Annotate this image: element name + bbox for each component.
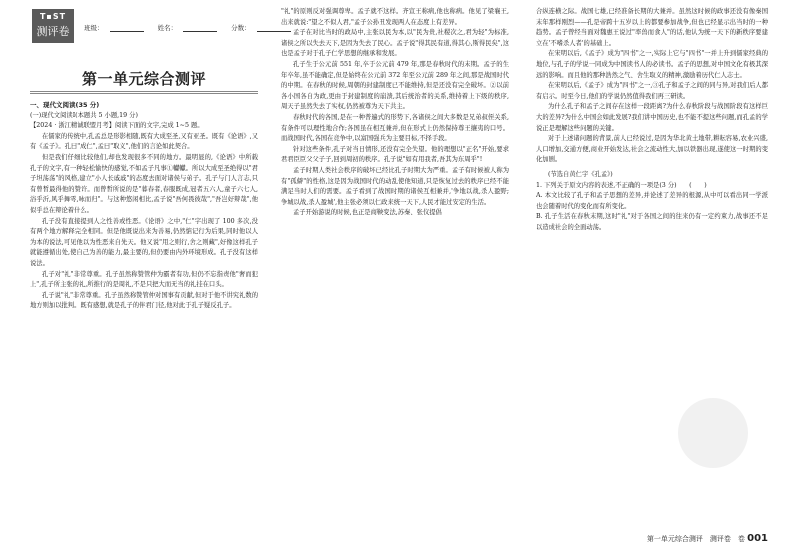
source-citation: (节选自黄仁宇《孔孟》) xyxy=(548,170,613,178)
paragraph: 孔子说"礼"非常尊重。孔子虽然称赞管仲对国事有贡献,但对于他不讲究礼数的地方则加以批判。既有感想,就是孔子的伴君门径,他对此于孔子疑反孔子。 xyxy=(30,291,258,310)
paragraph: 但是我们仔细比较他们,却也发现很多不同的地方。最明显的,《论语》中所载孔子的文字,有一种轻松愉快的感觉,不如孟子凡事①䡾䡾。所以大成至圣绝得以"君子坦荡荡"的风格,建立"小人长戚戚"的态度去面对诸侯与弟子。孔子与门人言志,只有曾皙最得他的赞许。而曾皙所说的是"暮春者,春服既成,冠者五六人,童子六七人,浴乎沂,风乎舞雩,咏而归"。与这种悠闲相比,孟子说"吾何畏彼哉","吾岂好辩哉",他似乎总在辩论着什么。 xyxy=(30,153,258,214)
score-field: 分数： xyxy=(231,23,297,32)
subsection-heading: (一)现代文阅读Ⅰ(本题共 5 小题,19 分) xyxy=(30,111,138,119)
instructions: 【2024 · 浙江精诚联盟月考】阅读下面的文字,完成 1~5 题。 xyxy=(30,122,204,130)
watermark-stamp xyxy=(678,398,748,468)
paragraph: "礼"的原则反对强调尊卑。孟子就不这样。齐宣王称病,他也称病。他见了梁襄王,出来就说:"望之不似人君,"孟子公孙丑发现两人在态度上有差异。 xyxy=(281,8,509,26)
class-field: 班级： xyxy=(84,23,150,32)
title-divider-2 xyxy=(30,93,258,94)
paragraph: 孔子生于公元前 551 年,卒于公元前 479 年,那是春秋时代的末期。孟子的生年卒年,虽不能确定,但是始终在公元前 372 年至公元前 289 年之间,那是战国时代的中期。在春秋的时候,周朝的封建制度已不能维持,但是还没有完全破坏。②以前各小国各自为政,更由于封建制度的崩溃,其后统治者的关系,维持着上下级的秩序,周天子虽然失去了实权,仍然被尊为天下共主。 xyxy=(281,60,509,111)
paragraph: 孟子在对比当时的政局中,主张以民为本,以"民为贵,社稷次之,君为轻"为标准,诸侯之所以失去天下,是因为失去了民心。孟子说"得其民有道,得其心,斯得民矣",这也是孟子对于孔子仁学思想的继承和发展。 xyxy=(281,29,509,58)
name-field: 姓名： xyxy=(158,23,224,32)
page-number: 001 xyxy=(747,533,768,544)
paragraph: 为什么孔子和孟子之间存在这样一段距离?为什么春秋阶段与战国阶段有这样巨大的差异?为什么中国会如此发展?我们讲中国历史,也不能不提这些问题,而孔孟的学说正是理解这些问题的关键。 xyxy=(536,103,768,132)
test-logo xyxy=(32,9,74,43)
question-1: 1. 下列关于原文内容的表述,不正确的一项是(3 分) ( ) xyxy=(536,181,707,189)
paragraph: 在儒家的传统中,孔孟总是形影相随,既有大成至圣,又有亚圣。既有《论语》,又有《孟子》。孔曰"成仁",孟曰"取义",他们的言论如此契合。 xyxy=(30,132,258,151)
paragraph: 孟子开始游说的时候,也正是商鞅变法,苏秦、张仪提倡 xyxy=(293,209,442,217)
logo-bottom-text: 测评卷 xyxy=(36,25,70,38)
column-left xyxy=(30,100,258,532)
paragraph: 在宋明以后,《孟子》成为"四书"之一,实际上它与"四书"一并上升到儒家经典的地位,与孔子的学说一同成为中国读书人的必读书。孟子的思想,对中国文化有极其深远的影响。而且他的那种浩然之气、舍生取义的精神,激励着历代仁人志士。 xyxy=(536,50,768,79)
paragraph: 对于上述诸问题的背景,前人已经说过,是因为华北黄土地带,耕耘容易,农业兴盛,人口增加,交通方便,商业开始发达,社会之流动性大,加以铁器出现,遂使这一时期的变化加剧。 xyxy=(536,135,768,164)
column-middle xyxy=(281,7,509,517)
section-heading: 一、现代文阅读(35 分) xyxy=(30,101,100,109)
option-b: B. 孔子生活在春秋末期,这时"礼"对于各国之间的往来仍有一定约束力,战事还不足以造成社会的全面动荡。 xyxy=(536,213,768,231)
paragraph: 合纵连横之际。战国七雄,已经准备长期的大兼并。虽然这时候的政事还没有像秦国末年那样刚烈——孔是帝跨十五岁以上的都要参加战争,但也已经显示出当时的一种趋势。孟子曾经当面对魏惠王说过"率兽而食人"的话,他认为统一天下的新秩序要建立在'不嗜杀人者'的基础上。 xyxy=(536,8,768,47)
test-header xyxy=(32,9,262,43)
paragraph: 孔子没有直接提到人之性善或性恶。《论语》之中,"仁"字出现了 100 多次,没有两个地方解释完全相同。但是他既说出来为善易,仍然惦记行为后果,同时他以人为本的说法,可见他以为性恶来自先天。他又说"用之则行,舍之则藏",好像这样孔子就能遵循出处,使自己为善的能力,最主要的,但仍要由内外环境形成。孔子没有这样说法。 xyxy=(30,217,258,267)
paragraph: 孟子时期人类社会秩序的破坏已经比孔子时期大为严重。孟子有时候被人称为有"孤僻"的性格,这是因为战国时代的动乱使他知道,只是恢复过去的秩序已经不能满足当时人们的需要。孟子看到了战国时期的诸侯互相兼并,'争地以战,杀人盈野;争城以战,杀人盈城',他主张必须以仁政来统一天下,人民才能过安定的生活。 xyxy=(281,166,509,206)
paragraph: 春秋时代的各国,是在一种普遍式的形势下,各诸侯之间大多数是兄弟叔侄关系,有条件可以理性地合作;各国虽在相互兼并,但在形式上仍然保持尊王攘夷的口号。而战国时代,各国在竞争中,以富国强兵为主要目标,不择手段。 xyxy=(281,113,509,143)
paragraph: 孔子对"礼"非常尊重。孔子虽然称赞管仲为霸者有功,但仍不忘指责他"奢而犯上",孔子所主张的礼,所推行的是周礼,不是只把大而无当的礼挂在口头。 xyxy=(30,270,258,289)
student-info-fields xyxy=(84,23,303,32)
title-divider xyxy=(30,91,258,92)
page-title: 第一单元综合测评 xyxy=(81,70,206,88)
footer-label: 第一单元综合测评 测评卷 卷 xyxy=(646,535,745,543)
page-footer xyxy=(647,533,768,544)
option-a: A. 本文比较了孔子和孟子思想的差异,并论述了差异的根源,从中可以看出同一学派也会随着时代的变化而有所变化。 xyxy=(536,192,768,210)
paragraph: 在宋明以后,《孟子》成为"四书"之一,③孔子和孟子之间的同与异,对我们后人都有启示。时至今日,他们的学说仍然值得我们再三研读。 xyxy=(536,82,768,100)
logo-top-text: T▪ST xyxy=(39,12,67,21)
paragraph: 针对这些条件,孔子对当日情形,还没有完全失望。他的理想以"正名"开始,要求君君臣臣父父子子,回到周初的秩序。孔子说"如有用我者,吾其为东周乎"! xyxy=(281,145,509,164)
